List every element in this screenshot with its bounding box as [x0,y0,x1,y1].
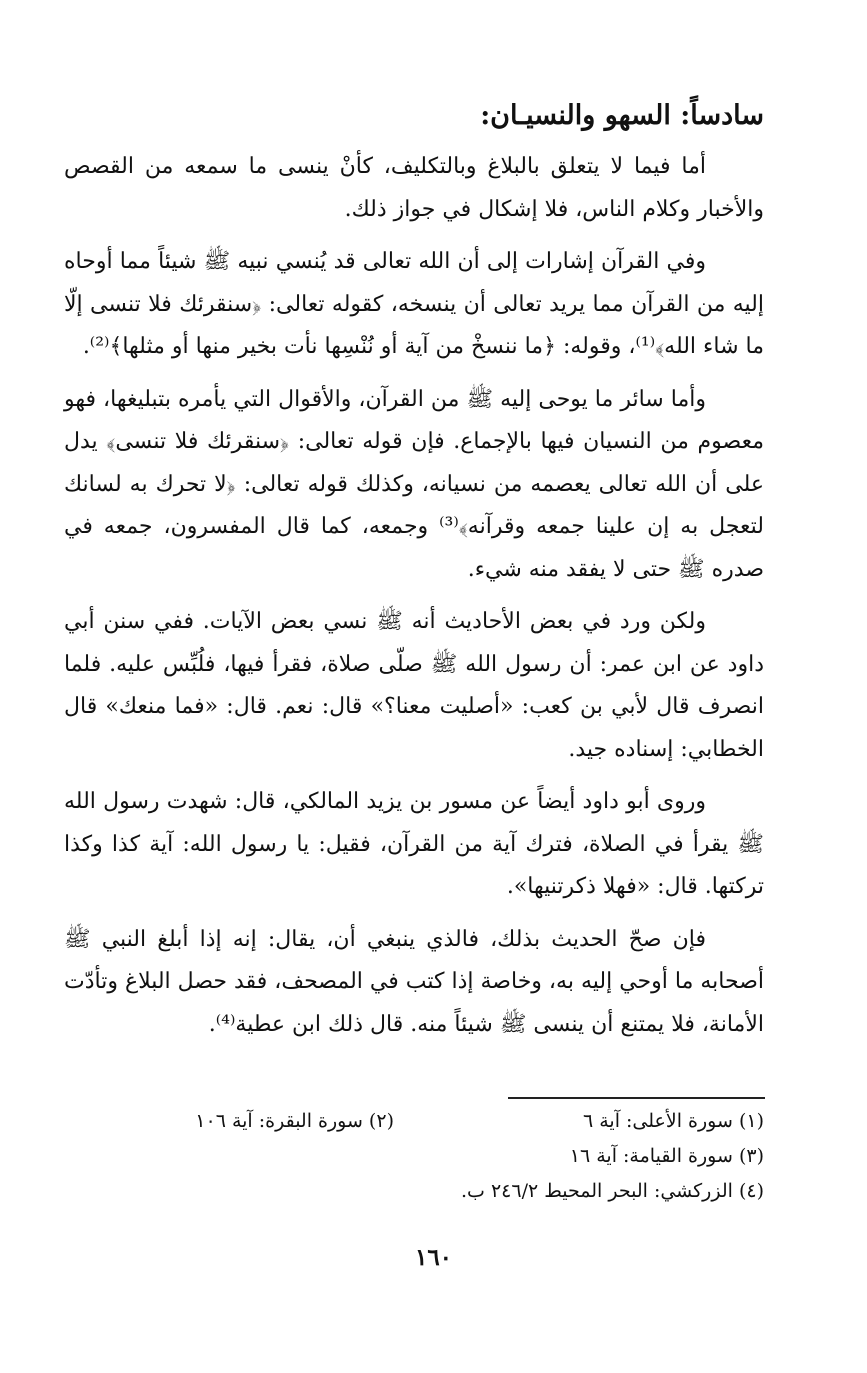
footnote-row [64,1104,764,1139]
footnote-row [64,1174,764,1209]
paragraph-4: ولكن ورد في بعض الأحاديث أنه ﷺ نسي بعض الآيات. ففي سنن أبي داود عن ابن عمر: أن رسول الله ﷺ صلّى صلاة، فقرأ فيها، فلُبِّس عليه. فلما انصرف قال لأبي بن كعب: «أصليت معنا؟» قال: نعم. قال: «فما منعك» قال الخطابي: إسناده جيد. [64,609,764,762]
footnote-row [64,1139,764,1174]
page-number: ١٦٠ [414,1244,453,1271]
paragraph-2: وفي القرآن إشارات إلى أن الله تعالى قد يُنسي نبيه ﷺ شيئاً مما أوحاه إليه من القرآن مما يريد تعالى أن ينسخه، كقوله تعالى: ﴿سنقرئك فلا تنسى إلّا ما شاء الله﴾⁽¹⁾، وقوله: ﴿ما ننسخْ من آية أو نُنْسِها نأت بخير منها أو مثلها﴾⁽²⁾. [64,249,764,359]
footnote-divider [508,1097,765,1099]
footnote-4: (٤) الزركشي: البحر المحيط ٢٤٦/٢ ب. [460,1180,764,1202]
paragraph-6: فإن صحّ الحديث بذلك، فالذي ينبغي أن، يقال: إنه إذا أبلغ النبي ﷺ أصحابه ما أوحي إليه به، وخاصة إذا كتب في المصحف، فقد حصل البلاغ وتأدّت الأمانة، فلا يمتنع أن ينسى ﷺ شيئاً منه. قال ذلك ابن عطية⁽⁴⁾. [64,926,764,1037]
paragraph-1: أما فيما لا يتعلق بالبلاغ وبالتكليف، كأنْ ينسى ما سمعه من القصص والأخبار وكلام الناس، فلا إشكال في جواز ذلك. [64,154,764,222]
footnote-3: (٣) سورة القيامة: آية ١٦ [569,1145,764,1167]
footnote-2: (٢) سورة البقرة: آية ١٠٦ [195,1110,394,1132]
paragraph-3: وأما سائر ما يوحى إليه ﷺ من القرآن، والأقوال التي يأمره بتبليغها، فهو معصوم من النسيان فيها بالإجماع. فإن قوله تعالى: ﴿سنقرئك فلا تنسى﴾ يدل على أن الله تعالى يعصمه من نسيانه، وكذلك قوله تعالى: ﴿لا تحرك به لسانك لتعجل به إن علينا جمعه وقرآنه﴾⁽³⁾ وجمعه، كما قال المفسرون، جمعه في صدره ﷺ حتى لا يفقد منه شيء. [64,386,764,582]
footnote-1: (١) سورة الأعلى: آية ٦ [582,1110,764,1132]
section-heading: سادساً: السهو والنسيـان: [480,100,764,131]
paragraph-5: وروى أبو داود أيضاً عن مسور بن يزيد المالكي، قال: شهدت رسول الله ﷺ يقرأ في الصلاة، فترك آية من القرآن، فقيل: يا رسول الله: آية كذا وكذا تركتها. قال: «فهلا ذكرتنيها». [64,789,764,899]
footnotes [64,1104,764,1209]
main-text [64,92,764,1056]
